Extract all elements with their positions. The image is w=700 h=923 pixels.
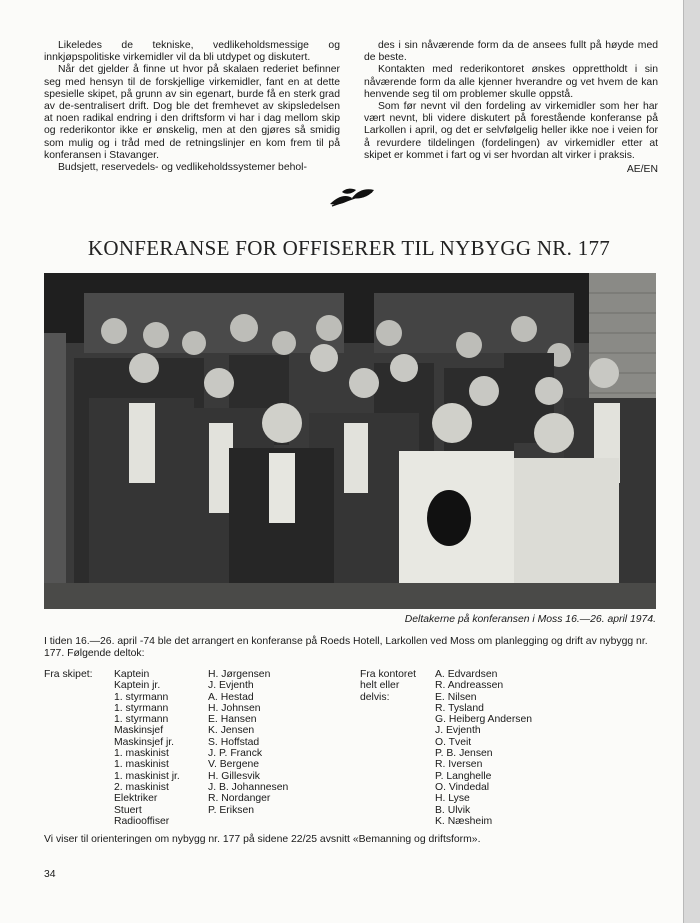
office-label-line: Fra kontoret — [360, 669, 417, 680]
list-item: 1. styrmann — [114, 702, 169, 714]
right-text-column — [364, 40, 658, 176]
list-item: Kaptein — [114, 669, 150, 680]
list-item: 1. styrmann — [114, 691, 169, 703]
list-item: R. Nordanger — [208, 793, 271, 805]
office-names-list — [435, 669, 532, 827]
photo-caption: Deltakerne på konferansen i Moss 16.—26. april 1974. — [404, 614, 656, 625]
left-paragraph-2: Når det gjelder å finne ut hvor på skalaen rederiet befinner seg med hensyn til de forskjellige virkemidler, fant en at dette spesielle skipet, på grunn av sin egenart, burde få en sterk grad av de-sentralisert drift. Dog ble det fremhevet av skipsledelsen at noen radikal endring i den driftsform vi har i dag mellom skip og rederikontor ikke er ønskelig, men at den gjøres så smidig som mulig og i tråd med de retningslinjer en kom frem til på konferansen i Stavanger. — [44, 64, 340, 161]
list-item: V. Bergene — [208, 759, 260, 771]
list-item: 2. maskinist — [114, 781, 169, 793]
list-item: H. Gillesvik — [208, 770, 260, 782]
list-item: J. Evjenth — [435, 725, 481, 737]
right-paragraph-2: Kontakten med rederikontoret ønskes opprettholdt i sin nåværende form da alle kjenner hverandre og vet hvem de kan henvende seg til om problemer skulle oppstå. — [364, 64, 658, 100]
list-item: E. Nilsen — [435, 691, 477, 703]
list-item: R. Tysland — [435, 702, 484, 714]
office-label-line: delvis: — [360, 691, 390, 703]
list-item: B. Ulvik — [435, 804, 471, 816]
office-label — [360, 669, 416, 703]
list-item: J. B. Johannesen — [208, 781, 289, 793]
crew-label — [44, 669, 93, 680]
list-item: K. Jensen — [208, 725, 255, 737]
list-item: 1. maskinist — [114, 748, 169, 760]
list-item: K. Næsheim — [435, 815, 493, 827]
list-item: G. Heiberg Andersen — [435, 714, 533, 726]
list-item: S. Hoffstad — [208, 736, 260, 748]
list-item: J. P. Franck — [208, 748, 263, 760]
list-item: Stuert — [114, 804, 142, 816]
list-item: R. Andreassen — [435, 680, 504, 692]
page-number: 34 — [44, 869, 56, 880]
list-item: P. Langhelle — [435, 770, 492, 782]
crew-names-list — [208, 669, 288, 816]
list-item: Maskinsjef — [114, 725, 164, 737]
right-paragraph-3: Som før nevnt vil den fordeling av virkemidler som her har vært nevnt, bli videre diskutert på forestående konferanse på Larkollen i april, og det er selvfølgelig heller ikke noe i veien for å revurdere tildelingen (fordelingen) av virkemidler etter at skipet er kommet i fart og vi ser hvordan alt virker i praksis. — [364, 101, 658, 161]
list-item: H. Jørgensen — [208, 669, 271, 680]
author-signature: AE/EN — [626, 164, 658, 176]
list-item: E. Hansen — [208, 714, 257, 726]
list-item: P. B. Jensen — [435, 748, 493, 760]
list-item: H. Lyse — [435, 793, 470, 805]
list-item: R. Iversen — [435, 759, 483, 771]
left-paragraph-1: Likeledes de tekniske, vedlikeholdsmessige og innkjøpspolitiske virkemidler vil da bli utdypet og diskutert. — [44, 40, 340, 64]
list-item: O. Tveit — [435, 736, 472, 748]
list-item: Elektriker — [114, 793, 158, 805]
office-label-line: helt eller — [360, 680, 400, 692]
leaf-ornament-icon — [328, 186, 376, 208]
list-item: A. Hestad — [208, 691, 254, 703]
list-item: 1. maskinist jr. — [114, 770, 180, 782]
list-item: Radiooffiser — [114, 815, 170, 827]
list-item: A. Edvardsen — [435, 669, 498, 680]
list-item: J. Evjenth — [208, 680, 254, 692]
crew-label-text: Fra skipet: — [44, 669, 93, 680]
list-item: H. Johnsen — [208, 702, 261, 714]
left-paragraph-3: Budsjett, reservedels- og vedlikeholdssystemer behol- — [58, 162, 307, 174]
list-item: O. Vindedal — [435, 781, 490, 793]
list-item: 1. styrmann — [114, 714, 169, 726]
crew-roles-list — [114, 669, 180, 827]
intro-paragraph: I tiden 16.—26. april -74 ble det arrangert en konferanse på Roeds Hotell, Larkollen ved Moss om planlegging og drift av nybygg nr. 177. Følgende deltok: — [44, 636, 648, 660]
article-headline: KONFERANSE FOR OFFISERER TIL NYBYGG NR. 177 — [87, 236, 611, 260]
footnote: Vi viser til orienteringen om nybygg nr. 177 på sidene 22/25 avsnitt «Bemanning og driftsform». — [44, 834, 481, 845]
list-item: P. Eriksen — [208, 804, 255, 816]
list-item: 1. maskinist — [114, 759, 169, 771]
list-item: Kaptein jr. — [114, 680, 161, 692]
list-item: Maskinsjef jr. — [114, 736, 175, 748]
left-text-column — [44, 40, 340, 174]
right-paragraph-1: des i sin nåværende form da de ansees fullt på høyde med de beste. — [364, 40, 658, 64]
group-photo — [44, 273, 656, 609]
